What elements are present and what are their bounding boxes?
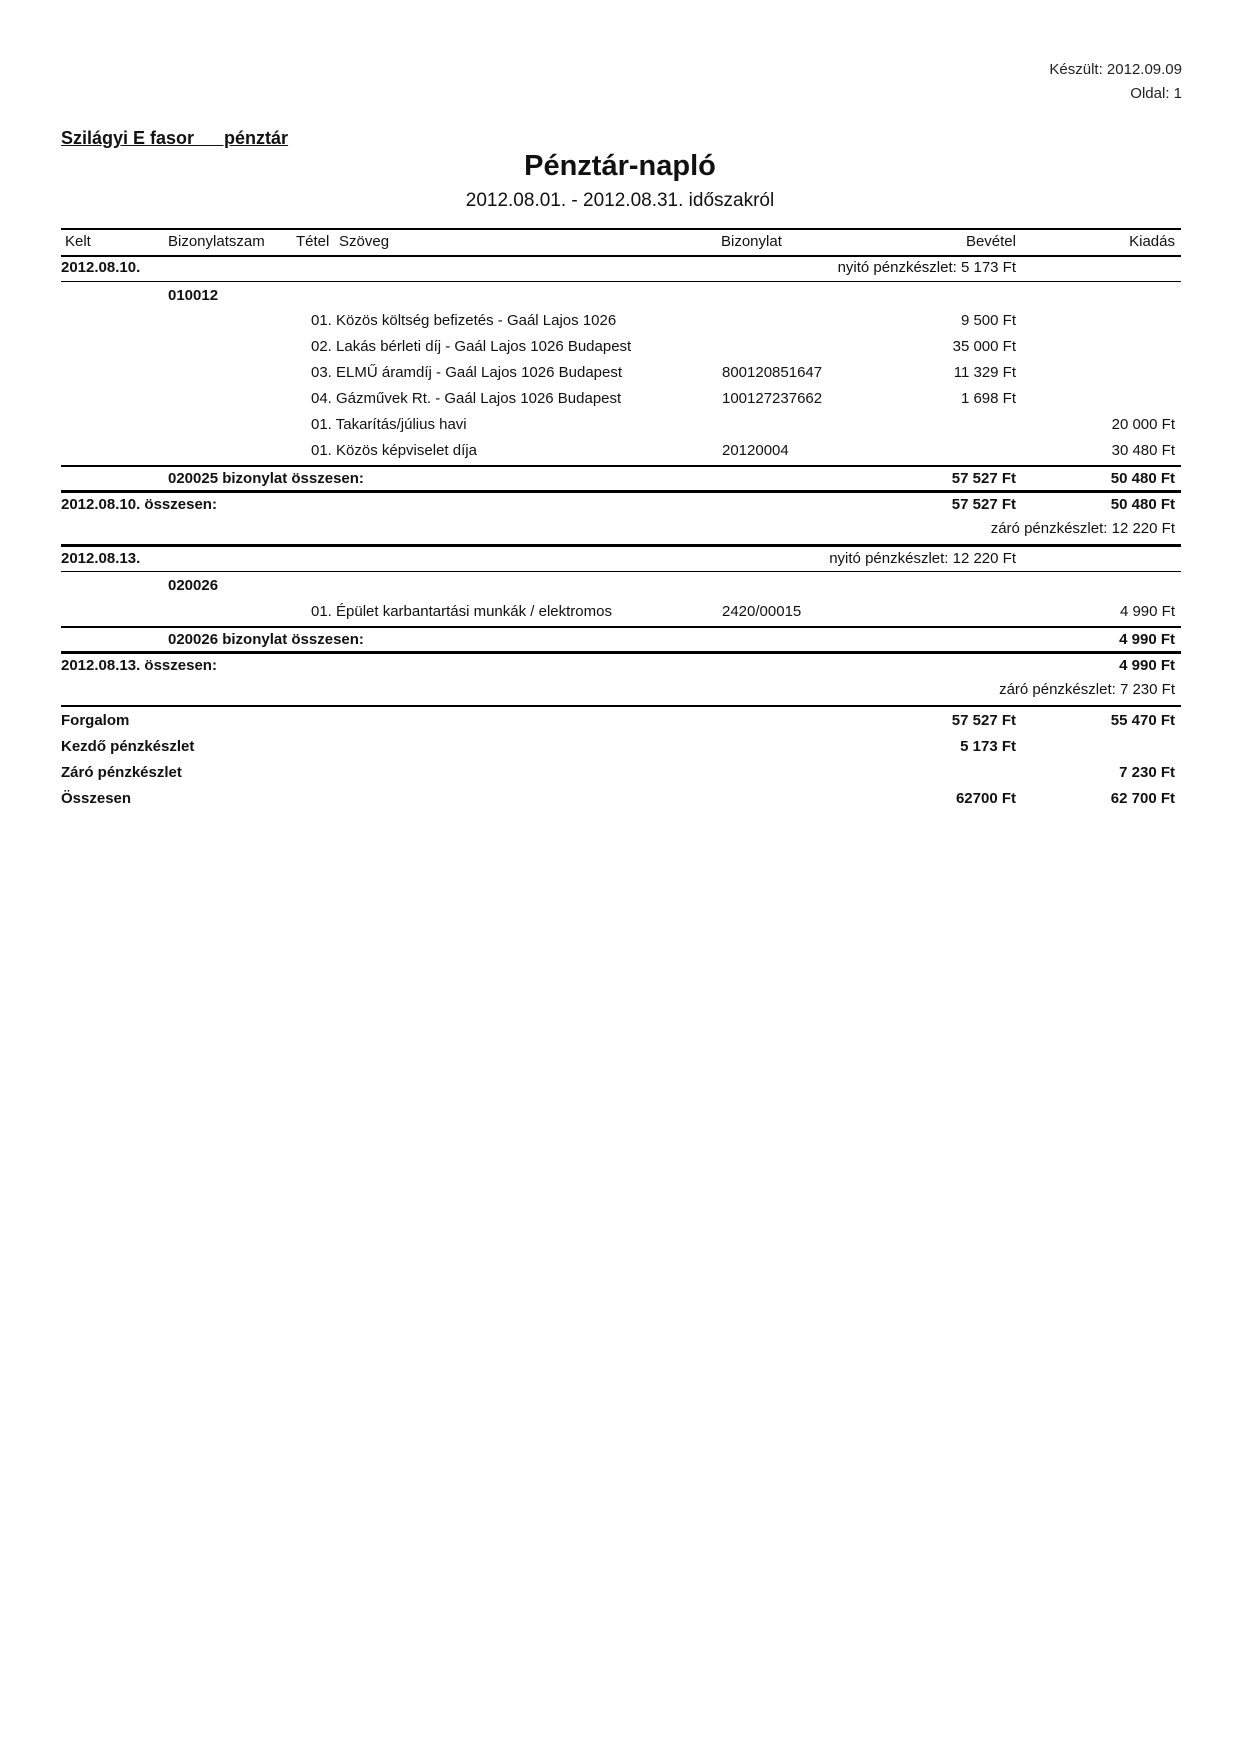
table-row xyxy=(61,412,1181,438)
item-text: 04. Gázművek Rt. - Gaál Lajos 1026 Budapest xyxy=(311,390,622,407)
summary-label: Kezdő pénzkészlet xyxy=(61,738,195,755)
day-total-income: 57 527 Ft xyxy=(951,496,1016,513)
report-title: Pénztár-napló xyxy=(524,150,716,182)
col-kiadas: Kiadás xyxy=(1129,233,1175,250)
day-total-label: 2012.08.10. összesen: xyxy=(61,496,217,513)
item-text: 01. Épület karbantartási munkák / elektromos xyxy=(311,603,612,620)
item-expense: 4 990 Ft xyxy=(1119,603,1175,620)
closing-balance: záró pénzkészlet: 7 230 Ft xyxy=(999,681,1175,698)
summary-label: Záró pénzkészlet xyxy=(61,764,182,781)
day-total-row xyxy=(61,653,1181,679)
summary-income: 62700 Ft xyxy=(955,790,1016,807)
item-ref: 2420/00015 xyxy=(722,603,802,620)
divider xyxy=(61,281,1181,282)
item-text: 01. Közös képviselet díja xyxy=(311,442,477,459)
table-row xyxy=(61,386,1181,412)
day-total-expense: 50 480 Ft xyxy=(1110,496,1175,513)
closing-balance-row xyxy=(61,516,1181,542)
table-row xyxy=(61,438,1181,464)
voucher-total-income: 57 527 Ft xyxy=(951,470,1016,487)
day-header-row xyxy=(61,546,1181,572)
summary-expense: 7 230 Ft xyxy=(1119,764,1175,781)
voucher-number: 010012 xyxy=(168,287,219,304)
page-number: Oldal: 1 xyxy=(1130,85,1182,102)
opening-balance: nyitó pénzkészlet: 12 220 Ft xyxy=(829,550,1016,567)
day-total-expense: 4 990 Ft xyxy=(1119,657,1175,674)
day-total-label: 2012.08.13. összesen: xyxy=(61,657,217,674)
opening-balance: nyitó pénzkészlet: 5 173 Ft xyxy=(837,259,1016,276)
item-ref: 20120004 xyxy=(722,442,789,459)
closing-balance: záró pénzkészlet: 12 220 Ft xyxy=(990,520,1175,537)
divider xyxy=(61,705,1181,707)
voucher-total-label: 020026 bizonylat összesen: xyxy=(168,631,364,648)
created-date: Készült: 2012.09.09 xyxy=(1049,61,1182,78)
day-date: 2012.08.10. xyxy=(61,259,141,276)
company-name: Szilágyi E fasor pénztár xyxy=(61,128,289,148)
table-row xyxy=(61,360,1181,386)
item-income: 1 698 Ft xyxy=(960,390,1016,407)
col-bizonylatszam: Bizonylatszam xyxy=(168,233,265,250)
voucher-number: 020026 xyxy=(168,577,219,594)
item-text: 02. Lakás bérleti díj - Gaál Lajos 1026 Budapest xyxy=(311,338,632,355)
table-row xyxy=(61,308,1181,334)
summary-row xyxy=(61,786,1181,812)
col-bevetel: Bevétel xyxy=(965,233,1016,250)
voucher-total-row xyxy=(61,466,1181,492)
table-row xyxy=(61,599,1181,625)
summary-row xyxy=(61,734,1181,760)
col-kelt: Kelt xyxy=(65,233,91,250)
divider xyxy=(61,571,1181,572)
voucher-row xyxy=(61,573,1181,599)
item-expense: 30 480 Ft xyxy=(1111,442,1175,459)
summary-expense: 62 700 Ft xyxy=(1110,790,1175,807)
voucher-total-expense: 50 480 Ft xyxy=(1110,470,1175,487)
col-szoveg: Szöveg xyxy=(339,233,390,250)
item-text: 01. Közös költség befizetés - Gaál Lajos 1026 xyxy=(311,312,617,329)
item-ref: 800120851647 xyxy=(722,364,823,381)
item-income: 11 329 Ft xyxy=(953,364,1016,381)
report-meta xyxy=(1049,58,1182,106)
col-tetel: Tétel xyxy=(296,233,330,250)
day-date: 2012.08.13. xyxy=(61,550,141,567)
summary-row xyxy=(61,760,1181,786)
closing-balance-row xyxy=(61,677,1181,703)
col-bizonylat: Bizonylat xyxy=(721,233,782,250)
voucher-total-expense: 4 990 Ft xyxy=(1119,631,1175,648)
report-period: 2012.08.01. - 2012.08.31. időszakról xyxy=(465,190,775,211)
summary-label: Forgalom xyxy=(61,712,130,729)
item-text: 03. ELMŰ áramdíj - Gaál Lajos 1026 Budapest xyxy=(311,364,623,381)
voucher-total-row xyxy=(61,627,1181,653)
voucher-total-label: 020025 bizonylat összesen: xyxy=(168,470,364,487)
day-total-row xyxy=(61,492,1181,518)
table-row xyxy=(61,334,1181,360)
item-ref: 100127237662 xyxy=(722,390,823,407)
summary-label: Összesen xyxy=(61,790,132,807)
summary-income: 5 173 Ft xyxy=(960,738,1016,755)
item-text: 01. Takarítás/július havi xyxy=(311,416,467,433)
summary-income: 57 527 Ft xyxy=(951,712,1016,729)
item-expense: 20 000 Ft xyxy=(1111,416,1175,433)
voucher-row xyxy=(61,283,1181,309)
summary-row xyxy=(61,708,1181,734)
item-income: 35 000 Ft xyxy=(952,338,1016,355)
item-income: 9 500 Ft xyxy=(960,312,1016,329)
day-header-row xyxy=(61,255,1181,281)
column-header-row xyxy=(61,228,1181,257)
summary-expense: 55 470 Ft xyxy=(1110,712,1175,729)
